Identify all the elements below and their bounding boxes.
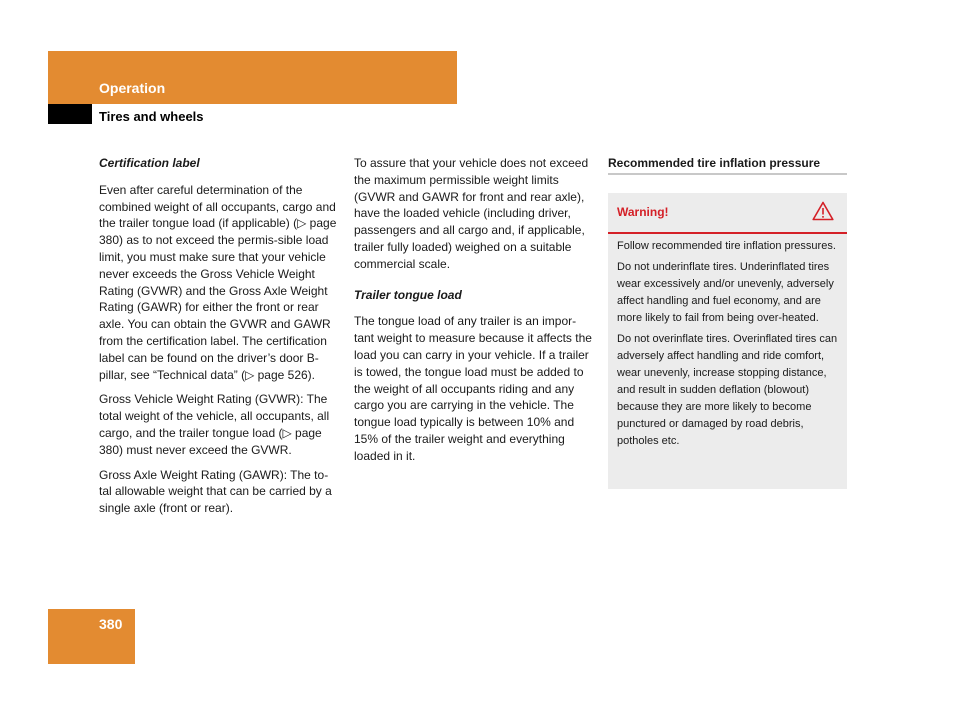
paragraph: To assure that your vehicle does not exceed the maximum permissible weight limits (GVWR and GAWR for front and rear axle), have the loaded vehicle (including driver, passengers and all cargo and, if applicable, trailer fully loaded) weighed on a suitable commercial scale.	[354, 156, 589, 271]
warning-triangle-icon	[812, 201, 834, 221]
section-tab-marker	[48, 104, 92, 124]
paragraph: Even after careful determination of the combined weight of all occupants, cargo and the trailer tongue load (if applicable) (▷ page 380) as to not exceed the permis-sible load limit, you must make sure that your vehicle never exceeds the Gross Vehicle Weight Rating (GVWR) and the Gross Axle Weight Rating (GAWR) for either the front or rear axle. You can obtain the GVWR and GAWR from the certification label. The certification label can be found on the driver’s door B-pillar, see “Technical data” (▷ page 526).	[99, 182, 337, 382]
section-title: Operation	[99, 80, 166, 96]
tire-pressure-heading: Recommended tire inflation pressure	[608, 156, 847, 175]
subsection-title: Tires and wheels	[99, 109, 204, 124]
column-2	[354, 155, 594, 473]
header-bar	[48, 51, 457, 104]
warning-header	[608, 193, 847, 234]
trailer-tongue-load-heading: Trailer tongue load	[354, 287, 462, 302]
warning-paragraph: Do not overinflate tires. Overinflated tires can adversely affect handling and ride comfort, wear unevenly, increase stopping distance, and result in sudden deflation (blowout) because they are more likely to become punctured or damaged by road debris, potholes etc.	[617, 333, 838, 447]
paragraph: Gross Axle Weight Rating (GAWR): The to-tal allowable weight that can be carried by a single axle (front or rear).	[99, 467, 332, 516]
warning-box	[608, 193, 847, 489]
paragraph: The tongue load of any trailer is an impor-tant weight to measure because it affects the load you can carry in your vehicle. If a trailer is towed, the tongue load must be added to the weight of all occupants riding and any cargo you are carrying in the vehicle. The tongue load typically is between 10% and 15% of the trailer weight and everything loaded in it.	[354, 314, 592, 463]
paragraph: Gross Vehicle Weight Rating (GVWR): The total weight of the vehicle, all occupants, all cargo, and the trailer tongue load (▷ page 380) must never exceed the GVWR.	[99, 392, 330, 457]
column-1	[99, 155, 339, 525]
warning-paragraph: Follow recommended tire inflation pressures.	[617, 240, 836, 252]
warning-body	[608, 234, 847, 450]
warning-label: Warning!	[617, 205, 669, 219]
page-number: 380	[99, 616, 123, 632]
certification-label-heading: Certification label	[99, 156, 200, 170]
warning-paragraph: Do not underinflate tires. Underinflated tires wear excessively and/or unevenly, adversely affect handling and fuel economy, and are more likely to fail from being over-heated.	[617, 261, 834, 324]
